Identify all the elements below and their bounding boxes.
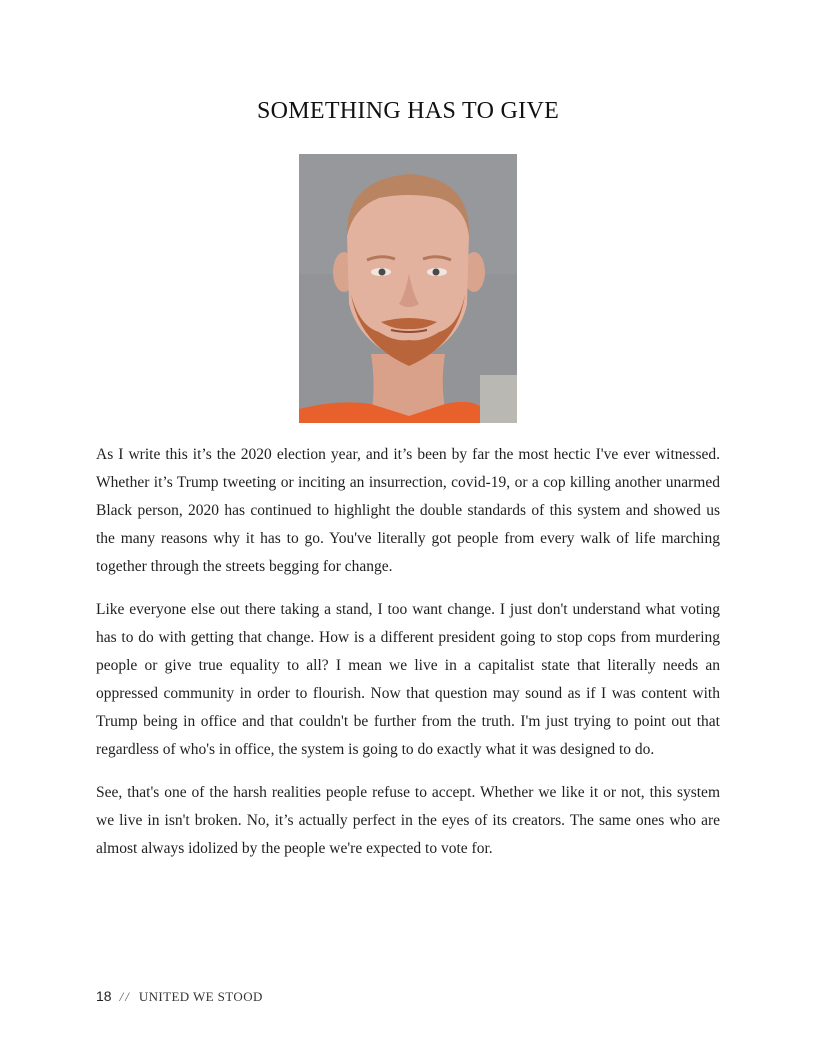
article-body	[96, 441, 720, 878]
mugshot-photo	[299, 154, 517, 423]
footer-separator: //	[119, 989, 131, 1004]
paragraph-3: See, that's one of the harsh realities people refuse to accept. Whether we like it or not, this system we live in isn't broken. No, it’s actually perfect in the eyes of its creators. The same ones who are almost always idolized by the people we're expected to vote for.	[96, 784, 720, 857]
paragraph-2: Like everyone else out there taking a stand, I too want change. I just don't understand what voting has to do with getting that change. How is a different president going to stop cops from murdering people or give true equality to all? I mean we live in a capitalist state that literally needs an oppressed community in order to flourish. Now that question may sound as if I was content with Trump being in office and that couldn't be further from the truth. I'm just trying to point out that regardless of who's in office, the system is going to do exactly what it was designed to do.	[96, 601, 720, 758]
article-title: SOMETHING HAS TO GIVE	[256, 98, 560, 124]
publication-name: UNITED WE STOOD	[138, 989, 263, 1004]
page-footer	[96, 988, 263, 1005]
page-number: 18	[96, 988, 112, 1004]
paragraph-1: As I write this it’s the 2020 election year, and it’s been by far the most hectic I've ever witnessed. Whether it’s Trump tweeting or inciting an insurrection, covid-19, or a cop killing another unarmed Black person, 2020 has continued to highlight the double standards of this system and showed us the many reasons why it has to go. You've literally got people from every walk of life marching together through the streets begging for change.	[96, 446, 720, 575]
